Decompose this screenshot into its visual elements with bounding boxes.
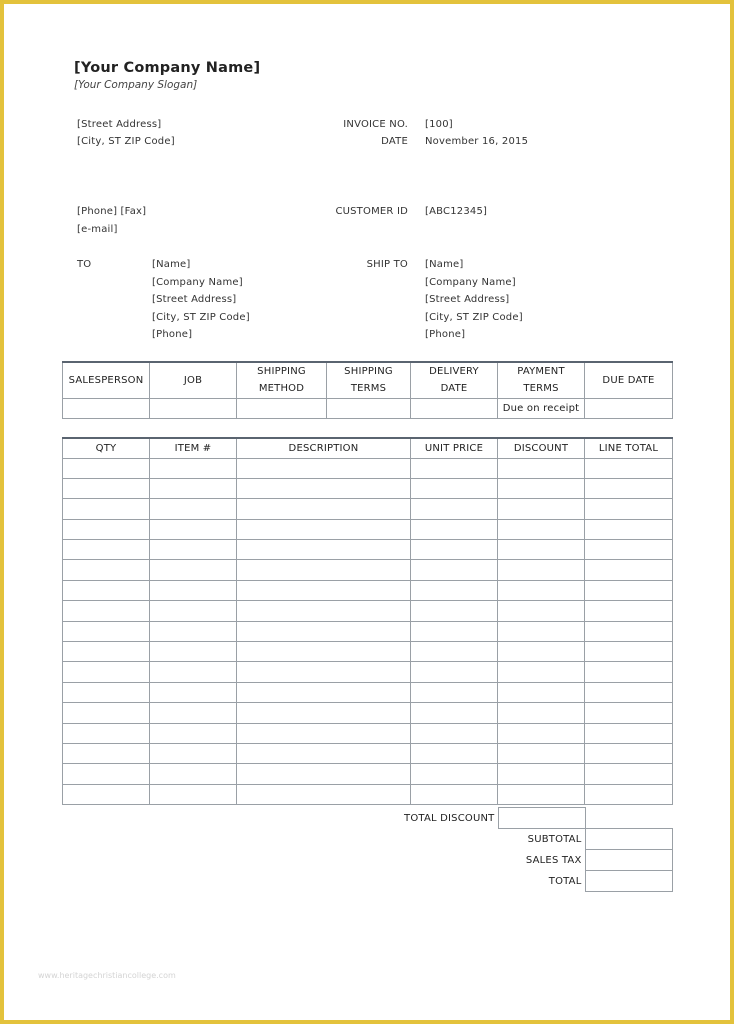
description-cell[interactable] [237,743,411,763]
subtotal-cell[interactable] [585,829,672,850]
subtotal-label: SUBTOTAL [527,833,582,845]
invoice-no-label: INVOICE NO. [343,119,408,130]
line-total-cell[interactable] [585,682,673,702]
description-cell[interactable] [237,662,411,682]
item-number-cell[interactable] [150,478,237,498]
line-total-cell[interactable] [585,478,673,498]
discount-cell[interactable] [498,662,585,682]
item-number-cell[interactable] [150,642,237,662]
line-total-cell[interactable] [585,642,673,662]
table-row [63,764,673,784]
description-cell[interactable] [237,540,411,560]
line-total-cell[interactable] [585,580,673,600]
company-slogan: [Your Company Slogan] [74,79,198,91]
line-items-table [62,437,673,805]
discount-cell[interactable] [498,540,585,560]
description-cell[interactable] [237,499,411,519]
order-header-shipping-method: SHIPPING METHOD [237,362,327,398]
invoice-date-value: November 16, 2015 [425,136,529,147]
discount-cell[interactable] [498,682,585,702]
line-total-cell[interactable] [585,764,673,784]
discount-cell[interactable] [498,458,585,478]
item-number-cell[interactable] [150,560,237,580]
qty-cell[interactable] [63,621,150,641]
description-cell[interactable] [237,560,411,580]
item-number-cell[interactable] [150,519,237,539]
line-total-cell[interactable] [585,703,673,723]
company-street: [Street Address] [77,119,162,130]
qty-cell[interactable] [63,703,150,723]
description-cell[interactable] [237,621,411,641]
unit-price-cell[interactable] [411,703,498,723]
company-name: [Your Company Name] [74,60,261,76]
order-header-salesperson: SALESPERSON [63,362,150,398]
discount-cell[interactable] [498,519,585,539]
unit-price-cell[interactable] [411,560,498,580]
qty-cell[interactable] [63,723,150,743]
table-row [63,743,673,763]
line-total-cell[interactable] [585,458,673,478]
to-street: [Street Address] [152,294,237,305]
table-row [63,682,673,702]
company-phone-fax: [Phone] [Fax] [77,206,147,217]
sales-tax-label: SALES TAX [525,854,582,866]
unit-price-cell[interactable] [411,499,498,519]
table-row [63,560,673,580]
discount-cell[interactable] [498,499,585,519]
unit-price-cell[interactable] [411,580,498,600]
ship-to-city: [City, ST ZIP Code] [425,312,523,323]
invoice-date-label: DATE [381,136,408,147]
order-header-shipping-terms: SHIPPING TERMS [327,362,411,398]
item-number-cell[interactable] [150,601,237,621]
unit-price-cell[interactable] [411,519,498,539]
order-header-delivery-date: DELIVERY DATE [411,362,498,398]
item-number-cell[interactable] [150,458,237,478]
salesperson-cell[interactable] [63,398,150,418]
customer-id-value: [ABC12345] [425,206,488,217]
invoice-no-value: [100] [425,119,453,130]
table-row [63,642,673,662]
discount-cell[interactable] [498,723,585,743]
qty-cell[interactable] [63,519,150,539]
description-cell[interactable] [237,764,411,784]
unit-price-cell[interactable] [411,621,498,641]
shipping-terms-cell[interactable] [327,398,411,418]
table-row [63,499,673,519]
table-row [63,703,673,723]
order-info-table [62,361,673,419]
table-row [63,540,673,560]
description-cell[interactable] [237,519,411,539]
table-row [63,458,673,478]
item-number-cell[interactable] [150,682,237,702]
table-row [63,580,673,600]
unit-price-cell[interactable] [411,723,498,743]
delivery-date-cell[interactable] [411,398,498,418]
line-total-cell[interactable] [585,743,673,763]
item-number-cell[interactable] [150,764,237,784]
items-header-line-total: LINE TOTAL [585,438,673,458]
qty-cell[interactable] [63,743,150,763]
qty-cell[interactable] [63,784,150,804]
item-number-cell[interactable] [150,723,237,743]
unit-price-cell[interactable] [411,764,498,784]
sales-tax-cell[interactable] [585,850,672,871]
qty-cell[interactable] [63,580,150,600]
table-row [63,601,673,621]
line-total-cell[interactable] [585,784,673,804]
shipping-method-cell[interactable] [237,398,327,418]
item-number-cell[interactable] [150,540,237,560]
item-number-cell[interactable] [150,662,237,682]
payment-terms-cell[interactable]: Due on receipt [498,398,585,418]
line-total-cell[interactable] [585,499,673,519]
discount-cell[interactable] [498,560,585,580]
item-number-cell[interactable] [150,580,237,600]
ship-to-name: [Name] [425,259,464,270]
customer-id-label: CUSTOMER ID [335,206,408,217]
to-name: [Name] [152,259,191,270]
description-cell[interactable] [237,642,411,662]
ship-to-company: [Company Name] [425,277,516,288]
qty-cell[interactable] [63,764,150,784]
discount-cell[interactable] [498,642,585,662]
description-cell[interactable] [237,784,411,804]
table-row [63,519,673,539]
discount-cell[interactable] [498,764,585,784]
items-header-item-number: ITEM # [150,438,237,458]
ship-to-street: [Street Address] [425,294,510,305]
qty-cell[interactable] [63,499,150,519]
qty-cell[interactable] [63,682,150,702]
items-header-discount: DISCOUNT [498,438,585,458]
discount-cell[interactable] [498,703,585,723]
item-number-cell[interactable] [150,743,237,763]
table-row [63,723,673,743]
unit-price-cell[interactable] [411,478,498,498]
line-total-cell[interactable] [585,723,673,743]
to-phone: [Phone] [152,329,193,340]
item-number-cell[interactable] [150,499,237,519]
items-header-unit-price: UNIT PRICE [411,438,498,458]
line-total-cell[interactable] [585,601,673,621]
unit-price-cell[interactable] [411,662,498,682]
description-cell[interactable] [237,682,411,702]
unit-price-cell[interactable] [411,540,498,560]
discount-cell[interactable] [498,580,585,600]
description-cell[interactable] [237,458,411,478]
line-total-cell[interactable] [585,519,673,539]
order-header-job: JOB [150,362,237,398]
description-cell[interactable] [237,580,411,600]
company-city: [City, ST ZIP Code] [77,136,175,147]
due-date-cell[interactable] [585,398,673,418]
qty-cell[interactable] [63,478,150,498]
line-total-cell[interactable] [585,560,673,580]
footer-watermark: www.heritagechristiancollege.com [38,971,176,980]
description-cell[interactable] [237,723,411,743]
discount-cell[interactable] [498,784,585,804]
job-cell[interactable] [150,398,237,418]
ship-to-label: SHIP TO [366,259,408,270]
unit-price-cell[interactable] [411,642,498,662]
line-total-cell[interactable] [585,621,673,641]
items-header-qty: QTY [63,438,150,458]
line-total-cell[interactable] [585,540,673,560]
line-total-cell[interactable] [585,662,673,682]
total-discount-label: TOTAL DISCOUNT [404,812,495,824]
order-header-payment-terms: PAYMENT TERMS [498,362,585,398]
ship-to-phone: [Phone] [425,329,466,340]
table-row [63,478,673,498]
unit-price-cell[interactable] [411,682,498,702]
to-city: [City, ST ZIP Code] [152,312,250,323]
discount-cell[interactable] [498,743,585,763]
discount-cell[interactable] [498,478,585,498]
company-email: [e-mail] [77,224,118,235]
qty-cell[interactable] [63,458,150,478]
description-cell[interactable] [237,601,411,621]
table-row [63,621,673,641]
table-row [63,784,673,804]
discount-cell[interactable] [498,621,585,641]
table-row [63,662,673,682]
items-header-description: DESCRIPTION [237,438,411,458]
to-company: [Company Name] [152,277,243,288]
total-label: TOTAL [548,875,582,887]
qty-cell[interactable] [63,560,150,580]
unit-price-cell[interactable] [411,458,498,478]
item-number-cell[interactable] [150,784,237,804]
discount-cell[interactable] [498,601,585,621]
unit-price-cell[interactable] [411,784,498,804]
description-cell[interactable] [237,478,411,498]
to-label: TO [77,259,92,270]
totals-table [330,807,673,892]
qty-cell[interactable] [63,642,150,662]
total-cell[interactable] [585,871,672,892]
qty-cell[interactable] [63,540,150,560]
qty-cell[interactable] [63,601,150,621]
item-number-cell[interactable] [150,703,237,723]
item-number-cell[interactable] [150,621,237,641]
unit-price-cell[interactable] [411,743,498,763]
order-header-due-date: DUE DATE [585,362,673,398]
qty-cell[interactable] [63,662,150,682]
total-discount-cell[interactable] [498,808,585,829]
unit-price-cell[interactable] [411,601,498,621]
description-cell[interactable] [237,703,411,723]
